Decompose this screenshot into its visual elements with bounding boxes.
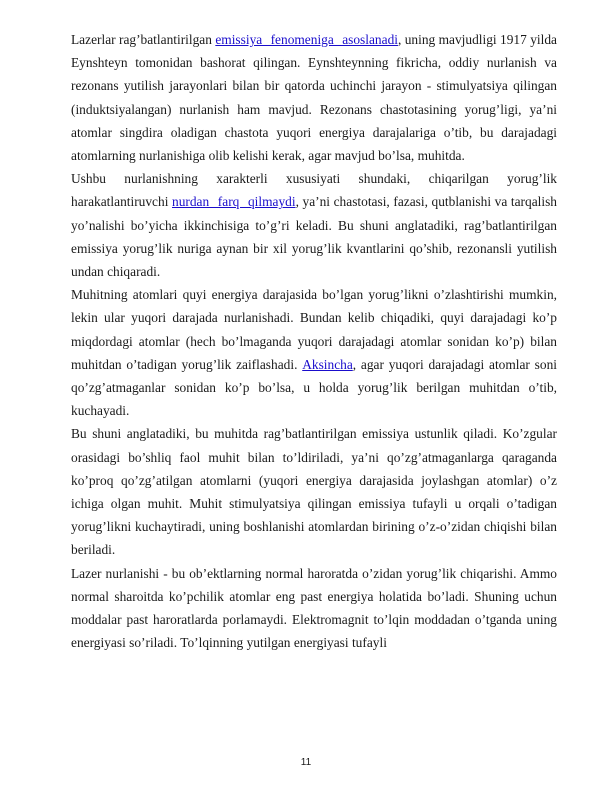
text-run: Muhitning atomlari quyi energiya darajasida bo’lgan yorug’likni o’zlashtirishi mumkin, lekin ular yuqori darajada nurlanishadi. Bundan kelib chiqadiki, quyi darajadagi ko’p miqdordagi atomlar (hech bo’lmaganda yuqori darajadagi atomlar sonidan ko’p) bilan muhitdan o’tadigan yorug’lik zaiflashadi. <box>71 287 557 372</box>
paragraph <box>71 167 557 283</box>
paragraph <box>71 422 557 561</box>
text-run: , agar yuqori darajadagi atomlar soni qo’zg’atmaganlar sonidan ko’p bo’lsa, u holda yorug’lik berilgan muhitdan o’tib, kuchayadi. <box>71 356 557 419</box>
page-number: 11 <box>300 757 312 768</box>
text-run: , uning mavjudligi 1917 yilda Eynshteyn tomonidan bashorat qilingan. Eynshteynning fikricha, oddiy nurlanish va rezonans yutilish jarayonlari bilan bir qatorda uchinchi jarayon - stimulyatsiya qilingan (induktsiyalangan) nurlanish ham mavjud. Rezonans chastotasining yorug’ligi, ya’ni atomlar singdira oladigan chastota yuqori energiya darajalariga o’tib, bu darajadagi atomlarning nurlanishiga olib kelishi kerak, agar mavjud bo’lsa, muhitda. <box>71 32 557 164</box>
hyperlink-nurdan[interactable]: nurdan farq qilmaydi <box>172 194 296 210</box>
text-run: Bu shuni anglatadiki, bu muhitda rag’batlantirilgan emissiya ustunlik qiladi. Ko’zgular orasidagi bo’shliq faol muhit bilan to’ldiriladi, ya’ni qo’zg’atmaganlarga qaraganda ko’proq qo’zg’atilgan atomlarni (yuqori energiya darajasida joylashgan atomlar) o’z ichiga olgan muhit. Muhit stimulyatsiya qilingan emissiya tufayli u orqali o’tadigan yorug’likni kuchaytiradi, uning boshlanishi atomlardan birining o’z-o’zidan chiqishi bilan beriladi. <box>71 426 557 558</box>
paragraph <box>71 28 557 167</box>
text-run: Lazer nurlanishi - bu ob’ektlarning normal haroratda o’zidan yorug’lik chiqarishi. Ammo normal sharoitda ko’pchilik atomlar eng past energiya holatida bo’ladi. Shuning uchun moddalar past haroratlarda porlamaydi. Elektromagnit to’lqin moddadan o’tganda uning energiyasi so’riladi. To’lqinning yutilgan energiyasi tufayli <box>71 565 557 651</box>
hyperlink-aksincha[interactable]: Aksincha <box>302 356 353 372</box>
body-text <box>71 28 557 654</box>
paragraph <box>71 562 557 655</box>
hyperlink-emissiya[interactable]: emissiya fenomeniga asoslanadi <box>215 32 398 47</box>
paragraph <box>71 283 557 422</box>
text-run: , ya’ni chastotasi, fazasi, qutblanishi va tarqalish yo’nalishi bo’yicha ikkinchisiga to’g’ri keladi. Bu shuni anglatadiki, rag’batlantirilgan emissiya yorug’lik nuriga aynan bir xil yorug’lik kvantlarini qo’shib, rezonansli yutilish undan chiqaradi. <box>71 194 557 280</box>
text-run: Lazerlar rag’batlantirilgan <box>71 32 216 47</box>
text-run: Ushbu nurlanishning xarakterli xususiyati shundaki, chiqarilgan yorug’lik harakatlantiruvchi <box>71 171 557 210</box>
